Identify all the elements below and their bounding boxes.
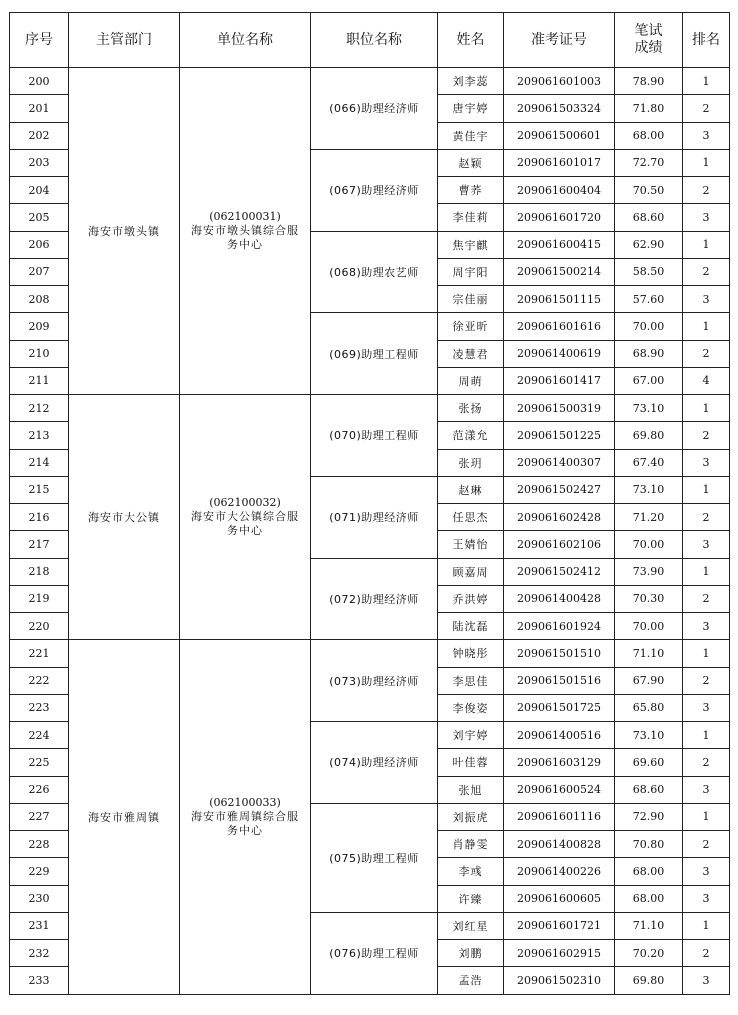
cell-score: 70.00: [615, 613, 683, 640]
cell-position: (076)助理工程师: [311, 912, 438, 994]
cell-score: 72.90: [615, 803, 683, 830]
cell-ticket: 209061500319: [504, 395, 615, 422]
cell-ticket: 209061600404: [504, 177, 615, 204]
cell-seq: 217: [10, 531, 69, 558]
cell-score: 68.90: [615, 340, 683, 367]
cell-score: 71.20: [615, 504, 683, 531]
cell-ticket: 209061502412: [504, 558, 615, 585]
cell-score: 62.90: [615, 231, 683, 258]
cell-score: 68.00: [615, 858, 683, 885]
cell-score: 72.70: [615, 149, 683, 176]
cell-seq: 222: [10, 667, 69, 694]
unit-code: (062100031): [209, 210, 281, 223]
cell-seq: 213: [10, 422, 69, 449]
cell-rank: 3: [683, 286, 730, 313]
cell-name: 凌慧君: [438, 340, 504, 367]
cell-name: 张扬: [438, 395, 504, 422]
cell-rank: 3: [683, 449, 730, 476]
cell-name: 王婧怡: [438, 531, 504, 558]
cell-name: 李佳莉: [438, 204, 504, 231]
cell-seq: 200: [10, 68, 69, 95]
cell-rank: 3: [683, 885, 730, 912]
header-name: 姓名: [438, 13, 504, 68]
cell-score: 57.60: [615, 286, 683, 313]
cell-name: 刘鹏: [438, 940, 504, 967]
cell-unit: [180, 640, 311, 994]
cell-seq: 223: [10, 694, 69, 721]
cell-ticket: 209061600524: [504, 776, 615, 803]
cell-ticket: 209061400307: [504, 449, 615, 476]
cell-seq: 205: [10, 204, 69, 231]
cell-seq: 225: [10, 749, 69, 776]
cell-name: 许臻: [438, 885, 504, 912]
cell-ticket: 209061601616: [504, 313, 615, 340]
cell-dept: 海安市雅周镇: [69, 640, 180, 994]
cell-rank: 3: [683, 858, 730, 885]
cell-name: 陆沈磊: [438, 613, 504, 640]
cell-seq: 214: [10, 449, 69, 476]
cell-ticket: 209061600605: [504, 885, 615, 912]
cell-position: (072)助理经济师: [311, 558, 438, 640]
cell-dept: 海安市墩头镇: [69, 68, 180, 395]
cell-score: 78.90: [615, 68, 683, 95]
cell-rank: 2: [683, 504, 730, 531]
cell-rank: 1: [683, 722, 730, 749]
cell-rank: 3: [683, 613, 730, 640]
cell-name: 宗佳丽: [438, 286, 504, 313]
cell-position: (074)助理经济师: [311, 722, 438, 804]
cell-seq: 211: [10, 367, 69, 394]
cell-seq: 221: [10, 640, 69, 667]
cell-ticket: 209061503324: [504, 95, 615, 122]
cell-seq: 203: [10, 149, 69, 176]
header-row: [10, 13, 730, 68]
cell-name: 李彧: [438, 858, 504, 885]
cell-name: 乔洪婷: [438, 585, 504, 612]
cell-ticket: 209061603129: [504, 749, 615, 776]
cell-score: 70.20: [615, 940, 683, 967]
cell-ticket: 209061602915: [504, 940, 615, 967]
unit-code: (062100033): [209, 795, 281, 809]
cell-seq: 208: [10, 286, 69, 313]
cell-rank: 1: [683, 68, 730, 95]
cell-score: 71.80: [615, 95, 683, 122]
cell-score: 73.10: [615, 395, 683, 422]
cell-score: 71.10: [615, 912, 683, 939]
cell-rank: 1: [683, 640, 730, 667]
cell-rank: 1: [683, 231, 730, 258]
header-unit: 单位名称: [180, 13, 311, 68]
cell-name: 曹荞: [438, 177, 504, 204]
unit-name: 海安市墩头镇综合服务中心: [191, 224, 299, 251]
cell-position: (067)助理经济师: [311, 149, 438, 231]
cell-rank: 1: [683, 149, 730, 176]
cell-rank: 2: [683, 95, 730, 122]
cell-rank: 2: [683, 667, 730, 694]
unit-code: (062100032): [209, 496, 281, 510]
cell-seq: 207: [10, 258, 69, 285]
cell-ticket: 209061601116: [504, 803, 615, 830]
cell-rank: 2: [683, 340, 730, 367]
cell-name: 范漾允: [438, 422, 504, 449]
cell-score: 68.00: [615, 885, 683, 912]
cell-ticket: 209061501115: [504, 286, 615, 313]
cell-score: 69.60: [615, 749, 683, 776]
cell-ticket: 209061501510: [504, 640, 615, 667]
cell-unit: [180, 68, 311, 395]
cell-seq: 201: [10, 95, 69, 122]
cell-name: 刘振虎: [438, 803, 504, 830]
cell-name: 周宇阳: [438, 258, 504, 285]
cell-score: 73.10: [615, 476, 683, 503]
cell-rank: 2: [683, 940, 730, 967]
cell-name: 刘李蕊: [438, 68, 504, 95]
cell-score: 71.10: [615, 640, 683, 667]
cell-ticket: 209061601017: [504, 149, 615, 176]
cell-ticket: 209061501725: [504, 694, 615, 721]
header-score: [615, 13, 683, 68]
cell-seq: 212: [10, 395, 69, 422]
unit-name: 海安市大公镇综合服务中心: [191, 510, 299, 538]
header-ticket: 准考证号: [504, 13, 615, 68]
cell-ticket: 209061400226: [504, 858, 615, 885]
cell-rank: 1: [683, 395, 730, 422]
cell-score: 70.00: [615, 313, 683, 340]
cell-ticket: 209061500214: [504, 258, 615, 285]
score-table: [9, 12, 730, 995]
cell-ticket: 209061400428: [504, 585, 615, 612]
cell-seq: 216: [10, 504, 69, 531]
cell-seq: 204: [10, 177, 69, 204]
cell-ticket: 209061500601: [504, 122, 615, 149]
cell-score: 70.00: [615, 531, 683, 558]
cell-rank: 1: [683, 803, 730, 830]
cell-position: (066)助理经济师: [311, 68, 438, 150]
cell-rank: 2: [683, 585, 730, 612]
cell-rank: 2: [683, 831, 730, 858]
cell-ticket: 209061600415: [504, 231, 615, 258]
header-position: 职位名称: [311, 13, 438, 68]
cell-name: 李思佳: [438, 667, 504, 694]
cell-name: 顾嘉周: [438, 558, 504, 585]
cell-rank: 1: [683, 558, 730, 585]
cell-position: (068)助理农艺师: [311, 231, 438, 313]
cell-score: 65.80: [615, 694, 683, 721]
cell-score: 68.60: [615, 776, 683, 803]
cell-score: 69.80: [615, 422, 683, 449]
cell-name: 徐亚昕: [438, 313, 504, 340]
cell-ticket: 209061602428: [504, 504, 615, 531]
cell-ticket: 209061601417: [504, 367, 615, 394]
cell-ticket: 209061400828: [504, 831, 615, 858]
cell-score: 69.80: [615, 967, 683, 994]
cell-name: 孟浩: [438, 967, 504, 994]
cell-seq: 209: [10, 313, 69, 340]
header-dept: 主管部门: [69, 13, 180, 68]
header-score-text: 笔试成绩: [634, 23, 663, 56]
cell-name: 张旭: [438, 776, 504, 803]
cell-seq: 218: [10, 558, 69, 585]
cell-ticket: 209061502310: [504, 967, 615, 994]
cell-ticket: 209061400619: [504, 340, 615, 367]
header-seq: 序号: [10, 13, 69, 68]
cell-rank: 1: [683, 476, 730, 503]
cell-rank: 3: [683, 776, 730, 803]
cell-name: 刘红星: [438, 912, 504, 939]
cell-rank: 2: [683, 749, 730, 776]
cell-score: 73.10: [615, 722, 683, 749]
table-row: [10, 640, 730, 667]
cell-rank: 3: [683, 694, 730, 721]
unit-name: 海安市雅周镇综合服务中心: [191, 809, 299, 837]
cell-rank: 1: [683, 313, 730, 340]
cell-name: 赵颖: [438, 149, 504, 176]
cell-seq: 232: [10, 940, 69, 967]
cell-ticket: 209061601003: [504, 68, 615, 95]
cell-seq: 228: [10, 831, 69, 858]
cell-score: 68.00: [615, 122, 683, 149]
header-rank: 排名: [683, 13, 730, 68]
cell-seq: 224: [10, 722, 69, 749]
cell-seq: 231: [10, 912, 69, 939]
cell-seq: 215: [10, 476, 69, 503]
cell-name: 赵琳: [438, 476, 504, 503]
cell-name: 肖静雯: [438, 831, 504, 858]
cell-rank: 1: [683, 912, 730, 939]
cell-rank: 3: [683, 204, 730, 231]
cell-ticket: 209061400516: [504, 722, 615, 749]
cell-ticket: 209061502427: [504, 476, 615, 503]
cell-score: 70.50: [615, 177, 683, 204]
cell-name: 任思杰: [438, 504, 504, 531]
cell-name: 黄佳宇: [438, 122, 504, 149]
cell-dept: 海安市大公镇: [69, 395, 180, 640]
cell-seq: 226: [10, 776, 69, 803]
cell-score: 58.50: [615, 258, 683, 285]
cell-seq: 220: [10, 613, 69, 640]
cell-ticket: 209061601924: [504, 613, 615, 640]
cell-position: (069)助理工程师: [311, 313, 438, 395]
table-body: [10, 68, 730, 995]
cell-name: 张玥: [438, 449, 504, 476]
cell-seq: 227: [10, 803, 69, 830]
cell-unit: [180, 395, 311, 640]
cell-seq: 210: [10, 340, 69, 367]
cell-seq: 219: [10, 585, 69, 612]
cell-seq: 230: [10, 885, 69, 912]
cell-rank: 3: [683, 531, 730, 558]
cell-rank: 2: [683, 258, 730, 285]
cell-score: 70.30: [615, 585, 683, 612]
cell-ticket: 209061501516: [504, 667, 615, 694]
cell-seq: 233: [10, 967, 69, 994]
cell-ticket: 209061601721: [504, 912, 615, 939]
cell-rank: 4: [683, 367, 730, 394]
cell-name: 焦宇麒: [438, 231, 504, 258]
cell-rank: 2: [683, 422, 730, 449]
cell-ticket: 209061501225: [504, 422, 615, 449]
cell-position: (073)助理经济师: [311, 640, 438, 722]
cell-score: 67.90: [615, 667, 683, 694]
cell-ticket: 209061601720: [504, 204, 615, 231]
cell-score: 67.00: [615, 367, 683, 394]
cell-seq: 229: [10, 858, 69, 885]
cell-score: 73.90: [615, 558, 683, 585]
cell-position: (071)助理经济师: [311, 476, 438, 558]
cell-name: 周萌: [438, 367, 504, 394]
cell-name: 李俊姿: [438, 694, 504, 721]
cell-score: 70.80: [615, 831, 683, 858]
cell-position: (070)助理工程师: [311, 395, 438, 477]
cell-seq: 206: [10, 231, 69, 258]
cell-position: (075)助理工程师: [311, 803, 438, 912]
cell-name: 叶佳蓉: [438, 749, 504, 776]
cell-name: 钟晓彤: [438, 640, 504, 667]
cell-score: 68.60: [615, 204, 683, 231]
cell-rank: 3: [683, 122, 730, 149]
cell-score: 67.40: [615, 449, 683, 476]
table-row: [10, 395, 730, 422]
cell-rank: 3: [683, 967, 730, 994]
cell-name: 刘宇婷: [438, 722, 504, 749]
cell-rank: 2: [683, 177, 730, 204]
cell-ticket: 209061602106: [504, 531, 615, 558]
cell-seq: 202: [10, 122, 69, 149]
table-row: [10, 68, 730, 95]
cell-name: 唐宇婷: [438, 95, 504, 122]
